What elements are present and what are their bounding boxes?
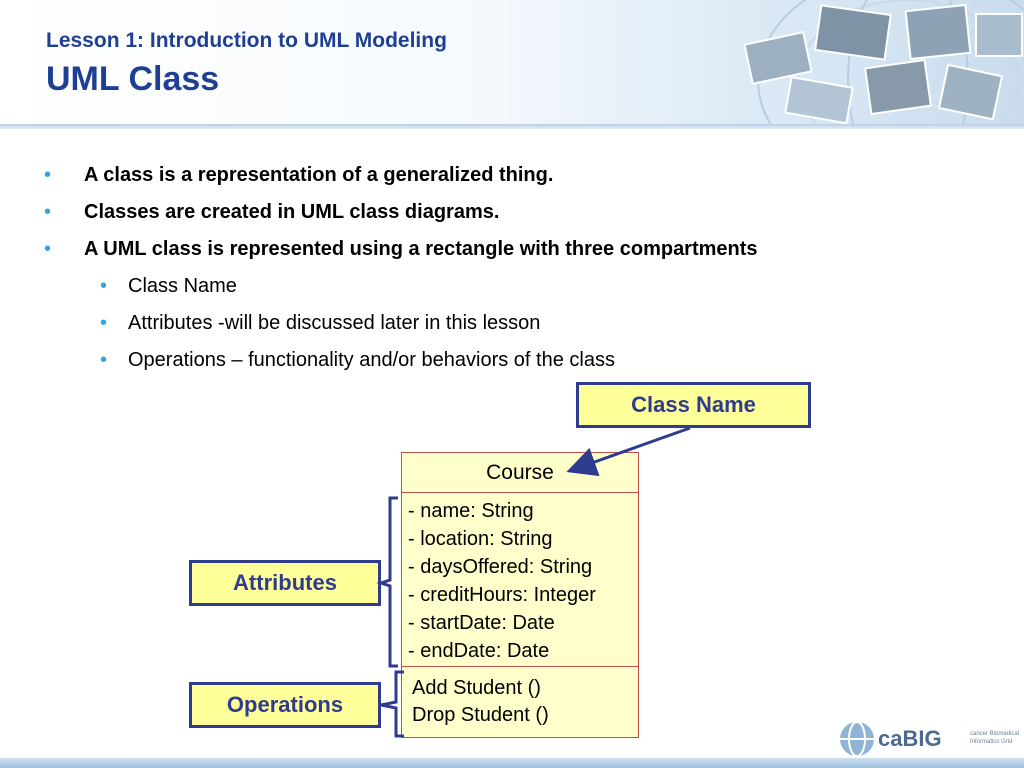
cabig-logo-text: caBIG	[878, 726, 942, 751]
uml-attribute: - location: String	[408, 528, 553, 550]
bullet-item	[44, 197, 1004, 234]
uml-class-name: Course	[402, 453, 638, 493]
uml-operation: Drop Student ()	[412, 704, 549, 726]
uml-class-box	[401, 452, 639, 738]
class-name-callout: Class Name	[576, 382, 811, 428]
sub-bullet-text: Operations – functionality and/or behaviors of the class	[128, 349, 615, 371]
bullet-item	[44, 234, 1004, 271]
uml-attribute: - startDate: Date	[408, 612, 555, 634]
uml-attribute: - name: String	[408, 500, 534, 522]
uml-operations-compartment	[402, 667, 638, 737]
attributes-brace	[381, 498, 398, 666]
bullet-glyph: •	[44, 238, 52, 260]
sub-bullet-item	[44, 345, 1004, 382]
cabig-logo	[838, 720, 1018, 760]
slide-title: UML Class	[46, 60, 220, 98]
cabig-logo-subtext: cancer Biomedical Informatics Grid	[970, 731, 1020, 745]
cabig-globe-icon	[838, 720, 876, 758]
bullet-glyph: •	[44, 164, 52, 186]
header-divider	[0, 124, 1024, 129]
uml-attributes-compartment	[402, 493, 638, 667]
bullet-text: A UML class is represented using a rectangle with three compartments	[84, 238, 758, 260]
operations-callout: Operations	[189, 682, 381, 728]
lesson-title: Lesson 1: Introduction to UML Modeling	[46, 29, 447, 52]
bullet-glyph: •	[100, 275, 108, 297]
bullet-text: Classes are created in UML class diagrams.	[84, 201, 500, 223]
uml-attribute: - creditHours: Integer	[408, 584, 596, 606]
sub-bullet-text: Class Name	[128, 275, 237, 297]
bullet-text: A class is a representation of a generalized thing.	[84, 164, 554, 186]
globe-graphic-icon	[728, 0, 1024, 124]
slide-header	[0, 0, 1024, 124]
sub-bullet-item	[44, 308, 1004, 345]
uml-attribute: - daysOffered: String	[408, 556, 593, 578]
bullet-item	[44, 160, 1004, 197]
attributes-callout: Attributes	[189, 560, 381, 606]
sub-bullet-text: Attributes -will be discussed later in this lesson	[128, 312, 541, 334]
bullet-glyph: •	[100, 312, 108, 334]
uml-operation: Add Student ()	[412, 677, 541, 699]
bullet-list	[44, 160, 1004, 382]
bullet-glyph: •	[44, 201, 52, 223]
sub-bullet-item	[44, 271, 1004, 308]
uml-attribute: - endDate: Date	[408, 640, 550, 662]
bullet-glyph: •	[100, 349, 108, 371]
